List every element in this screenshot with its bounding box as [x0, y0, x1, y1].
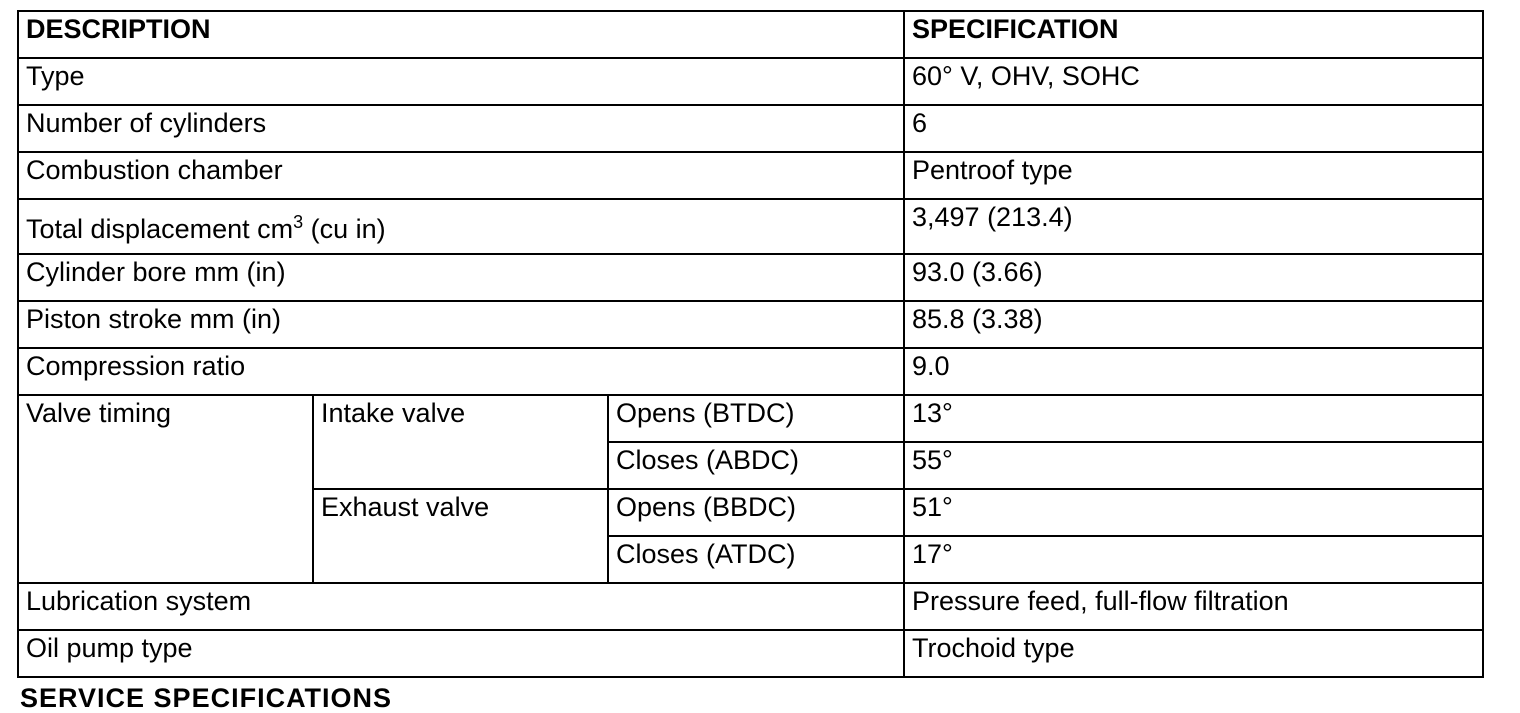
displacement-unit: (cu in): [303, 213, 386, 244]
row-specification: 85.8 (3.38): [904, 301, 1483, 348]
table-row: [18, 254, 1483, 301]
header-specification: SPECIFICATION: [904, 11, 1483, 58]
table-row: [18, 395, 1483, 442]
row-specification: Pressure feed, full-flow filtration: [904, 583, 1483, 630]
intake-closes-label: Closes (ABDC): [608, 442, 904, 489]
table-row: [18, 348, 1483, 395]
intake-opens-label: Opens (BTDC): [608, 395, 904, 442]
exhaust-closes-value: 17°: [904, 536, 1483, 583]
row-description: Lubrication system: [18, 583, 904, 630]
cut-off-heading: SERVICE SPECIFICATIONS: [20, 683, 393, 713]
exhaust-closes-label: Closes (ATDC): [608, 536, 904, 583]
row-description: Type: [18, 58, 904, 105]
displacement-superscript: 3: [293, 211, 304, 232]
row-specification: 9.0: [904, 348, 1483, 395]
table-row: [18, 630, 1483, 677]
row-specification: 3,497 (213.4): [904, 199, 1483, 254]
row-specification: 60° V, OHV, SOHC: [904, 58, 1483, 105]
header-row: [18, 11, 1483, 58]
table-row: [18, 301, 1483, 348]
row-description: [18, 199, 904, 254]
table-row: [18, 152, 1483, 199]
row-description: Combustion chamber: [18, 152, 904, 199]
row-specification: 93.0 (3.66): [904, 254, 1483, 301]
displacement-label: Total displacement cm: [26, 213, 294, 244]
table-row: [18, 58, 1483, 105]
valve-timing-label: Valve timing: [18, 395, 313, 583]
exhaust-valve-label: Exhaust valve: [313, 489, 608, 583]
row-description: Cylinder bore mm (in): [18, 254, 904, 301]
intake-closes-value: 55°: [904, 442, 1483, 489]
row-specification: 6: [904, 105, 1483, 152]
row-description: Piston stroke mm (in): [18, 301, 904, 348]
row-description: Compression ratio: [18, 348, 904, 395]
intake-valve-label: Intake valve: [313, 395, 608, 489]
exhaust-opens-label: Opens (BBDC): [608, 489, 904, 536]
table-row: [18, 105, 1483, 152]
header-description: DESCRIPTION: [18, 11, 904, 58]
intake-opens-value: 13°: [904, 395, 1483, 442]
row-description: Number of cylinders: [18, 105, 904, 152]
table-row: [18, 583, 1483, 630]
row-description: Oil pump type: [18, 630, 904, 677]
exhaust-opens-value: 51°: [904, 489, 1483, 536]
row-specification: Trochoid type: [904, 630, 1483, 677]
table-row: [18, 199, 1483, 254]
engine-spec-table: [17, 10, 1484, 678]
row-specification: Pentroof type: [904, 152, 1483, 199]
